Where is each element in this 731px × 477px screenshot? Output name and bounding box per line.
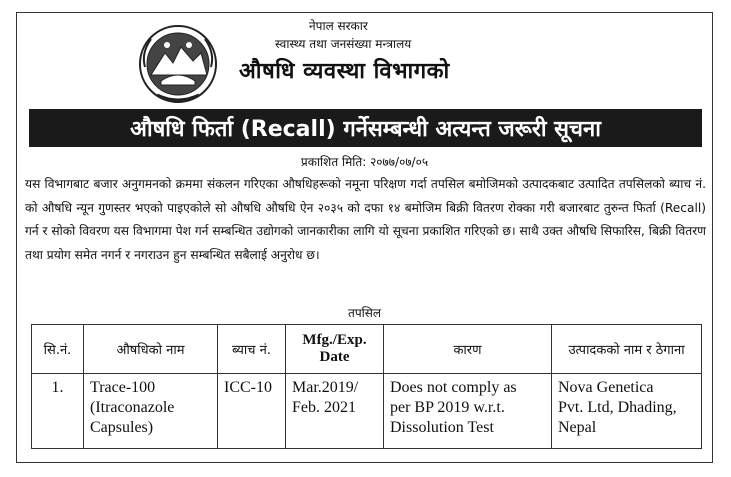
header-date: Mfg./Exp. Date	[286, 325, 384, 374]
published-date: प्रकाशित मिति: २०७७/०७/०५	[300, 155, 429, 169]
recall-table	[31, 324, 702, 449]
department-name: औषधि व्यवस्था विभागको	[239, 59, 450, 84]
manufacturer-line: Pvt. Ltd, Dhading,	[558, 399, 677, 416]
nepal-emblem-icon	[137, 23, 219, 105]
header-manufacturer: उत्पादकको नाम र ठेगाना	[552, 325, 702, 374]
header-reason: कारण	[384, 325, 552, 374]
schedule-label: तपसिल	[347, 306, 381, 320]
notice-title: औषधि फिर्ता (Recall) गर्नेसम्बन्धी अत्यन्त जरूरी सूचना	[29, 109, 702, 147]
body-line: जानकारीका लागि यो सूचना प्रकाशित गरिएको छ। साथै उक्त औषधि सिफारिस, बिक्री वितरण तथा प्रयोग समेत नगर्न र नगराउन	[25, 224, 706, 262]
date-line: Feb. 2021	[292, 399, 356, 416]
notice-frame	[16, 12, 713, 463]
manufacturer-line: Nepal	[558, 419, 597, 436]
table-header-row	[32, 325, 702, 374]
cell-batch: ICC-10	[218, 374, 286, 449]
manufacturer-line: Nova Genetica	[558, 379, 654, 396]
header-batch: ब्याच नं.	[218, 325, 286, 374]
drug-line: Trace-100	[90, 379, 156, 396]
cell-manufacturer	[552, 374, 702, 449]
government-name: नेपाल सरकार	[309, 19, 368, 33]
header	[17, 13, 712, 113]
cell-serial: 1.	[32, 374, 84, 449]
cell-reason	[384, 374, 552, 449]
header-drug-name: औषधिको नाम	[84, 325, 218, 374]
reason-line: per BP 2019 w.r.t.	[390, 399, 505, 416]
cell-date	[286, 374, 384, 449]
body-line: हुन सम्बन्धित सबैलाई अनुरोध छ।	[173, 247, 320, 262]
ministry-name: स्वास्थ्य तथा जनसंख्या मन्त्रालय	[275, 37, 412, 51]
body-line: उत्पादित तपसिलको ब्याच नं. को औषधि न्यून गुणस्तर भएको पाइएकोले सो औषधि औषधि ऐन २०३५ को दफा १४ बमोजिम	[25, 177, 706, 215]
reason-line: Does not comply as	[390, 379, 517, 396]
date-line: Mar.2019/	[292, 379, 359, 396]
drug-line: Capsules)	[90, 419, 154, 436]
header-serial: सि.नं.	[32, 325, 84, 374]
body-line: बिक्री वितरण रोक्का गरी बजारबाट तुरुन्त फिर्ता (Recall) गर्न र सोको विवरण यस विभागमा पेश गर्न सम्बन्धित उद्योगको	[25, 200, 707, 239]
reason-line: Dissolution Test	[390, 419, 494, 436]
cell-drug-name	[84, 374, 218, 449]
body-line: यस विभागबाट बजार अनुगमनको क्रममा संकलन गरिएका औषधिहरूको नमूना परिक्षण गर्दा तपसिल बमोजिमको उत्पादकबाट	[25, 177, 575, 191]
drug-line: (Itraconazole	[90, 399, 175, 416]
table-row	[32, 374, 702, 449]
notice-body	[25, 173, 706, 267]
